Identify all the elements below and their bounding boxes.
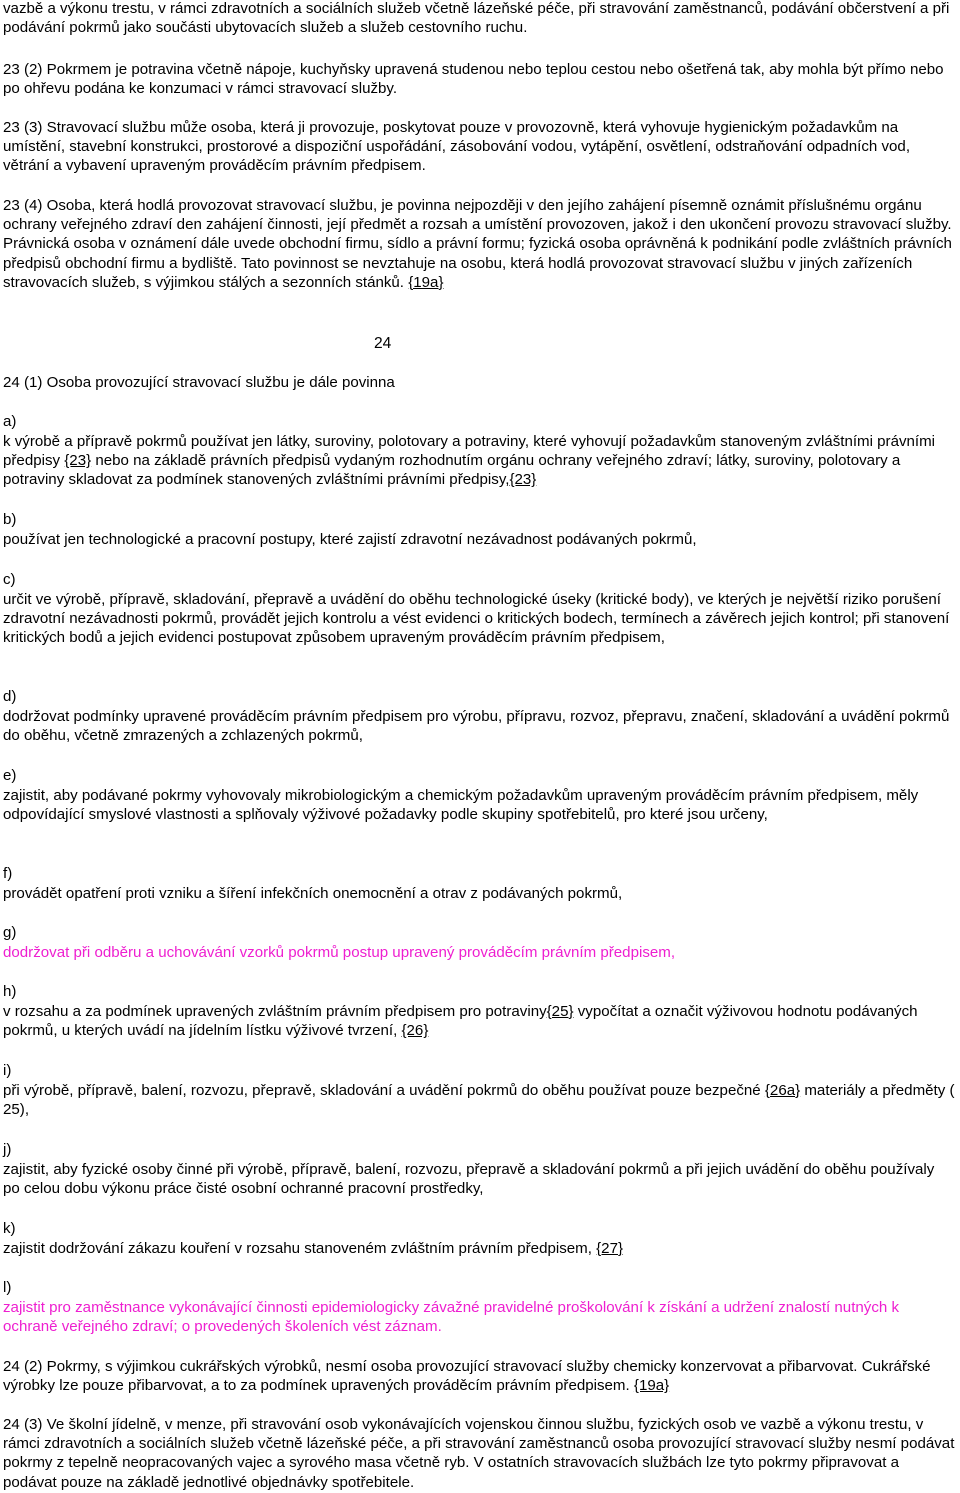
item-h-label: h): [3, 983, 17, 1000]
item-f-text: provádět opatření proti vzniku a šíření infekčních onemocnění a otrav z podávaných pokrmů,: [3, 885, 623, 902]
item-b-text: používat jen technologické a pracovní postupy, které zajistí zdravotní nezávadnost podávaných pokrmů,: [3, 531, 697, 548]
footnote-link-25[interactable]: {25}: [546, 1003, 574, 1020]
footnote-link-26[interactable]: {26}: [401, 1022, 429, 1040]
item-d-text: dodržovat podmínky upravené prováděcím právním předpisem pro výrobu, přípravu, rozvoz, přepravu, značení, skladování a uvádění pokrmů do oběhu, včetně zmrazených a zchlazených pokrmů,: [3, 708, 950, 745]
paragraph-24-3: 24 (3) Ve školní jídelně, v menze, při stravování osob vykonávajících vojenskou činnou službu, fyzických osob ve vazbě a výkonu trestu, v rámci zdravotních a sociálních služeb včetně lázeňské péče, a při stravování zaměstnanců osoba provozující stravovací služby nesmí podávat pokrmy z tepelně neopracovaných vajec a syrového masa včetně ryb. V ostatních stravovacích službách lze tyto pokrmy připravovat a podávat pouze na základě jednotlivé objednávky spotřebitele.: [3, 1416, 955, 1491]
item-j-text: zajistit, aby fyzické osoby činné při výrobě, přípravě, balení, rozvozu, přepravě a skladování pokrmů a při jejich uvádění do oběhu používaly po celou dobu výkonu práce čisté osobní ochranné pracovní prostředky,: [3, 1161, 935, 1198]
item-h-text-2: vypočítat a označit výživovou hodnotu podávaných pokrmů, u kterých uvádí na jídelním lístku výživové tvrzení,: [3, 1003, 918, 1040]
item-f-label: f): [3, 865, 13, 882]
item-d-label: d): [3, 688, 17, 705]
item-a-label: a): [3, 413, 17, 430]
item-e-text: zajistit, aby podávané pokrmy vyhovovaly mikrobiologickým a chemickým požadavkům upraveným prováděcím právním předpisem, měly odpovídající smyslové vlastnosti a splňovaly výživové požadavky podle skupiny spotřebitelů, pro které jsou určeny,: [3, 787, 919, 824]
item-h-text-1: v rozsahu a za podmínek upravených zvláštním právním předpisem pro potraviny: [3, 1003, 547, 1020]
item-l-label: l): [3, 1279, 12, 1296]
item-h-text: [3, 1002, 955, 1040]
item-c-text: určit ve výrobě, přípravě, skladování, přepravě a uvádění do oběhu technologické úseky (kritické body), ve kterých je největší riziko porušení zdravotní nezávadnosti pokrmů, provádět jejich kontrolu a vést evidenci o kritických bodech, termínech a závěrech jejich kontrol; při stanovení kritických bodů a jejich evidenci postupovat způsobem upraveným prováděcím právním předpisem,: [3, 591, 950, 647]
item-k-text-1: zajistit dodržování zákazu kouření v rozsahu stanoveném zvláštním právním předpisem,: [3, 1240, 592, 1257]
item-a-text: [3, 432, 955, 490]
paragraph-24-1: 24 (1) Osoba provozující stravovací službu je dále povinna: [3, 374, 395, 391]
item-l-text: zajistit pro zaměstnance vykonávající činnosti epidemiologicky závažné pravidelné proškolování k získání a udržení znalostí nutných k ochraně veřejného zdraví; o provedených školeních vést záznam.: [3, 1299, 900, 1336]
footnote-link-23[interactable]: {23}: [509, 471, 537, 489]
footnote-link-19a[interactable]: {19a}: [633, 1377, 670, 1395]
paragraph-23-3: 23 (3) Stravovací službu může osoba, která ji provozuje, poskytovat pouze v provozovně, která vyhovuje hygienickým požadavkům na umístění, stavební konstrukci, prostorové a dispoziční uspořádání, zásobování vodou, vytápění, osvětlení, odstraňování odpadních vod, větrání a vybavení upraveným prováděcím právním předpisem.: [3, 119, 911, 175]
item-a-text-2: nebo na základě právních předpisů vydaným rozhodnutím orgánu ochrany veřejného zdraví; látky, suroviny, polotovary a potraviny skladovat za podmínek stanovených zvláštními právními předpisy,: [3, 452, 901, 489]
item-k-text: [3, 1239, 955, 1258]
item-c-label: c): [3, 571, 16, 588]
item-i-text-1: při výrobě, přípravě, balení, rozvozu, přepravě, skladování a uvádění pokrmů do oběhu používat pouze bezpečné: [3, 1082, 761, 1099]
footnote-link-27[interactable]: {27}: [596, 1240, 624, 1257]
item-j-label: j): [3, 1141, 12, 1158]
paragraph-23-4-text: 23 (4) Osoba, která hodlá provozovat stravovací službu, je povinna nejpozději v den jejího zahájení písemně oznámit příslušnému orgánu ochrany veřejného zdraví den zahájení činnosti, její předmět a rozsah a umístění provozoven, jakož i den ukončení provozu stravovací služby. Právnická osoba v oznámení dále uvede obchodní firmu, sídlo a právní formu; fyzická osoba oprávněná k podnikání podle zvláštních právních předpisů obchodní firmu a bydliště. Tato povinnost se nevztahuje na osobu, která hodlá provozovat stravovací službu v jiných zařízeních stravovacích služeb, s výjimkou stálých a sezonních stánků.: [3, 197, 952, 291]
item-e-label: e): [3, 767, 17, 784]
footnote-link-26a[interactable]: {26a}: [764, 1082, 801, 1099]
paragraph-24-2: [3, 1357, 955, 1395]
paragraph-24-2-text: 24 (2) Pokrmy, s výjimkou cukrářských výrobků, nesmí osoba provozující stravovací služby chemicky konzervovat a přibarvovat. Cukrářské výrobky lze pouze přibarvovat, a to za podmínek upravených prováděcím právním předpisem.: [3, 1358, 931, 1395]
item-i-text: [3, 1081, 955, 1119]
item-i-label: i): [3, 1062, 12, 1079]
item-k-label: k): [3, 1220, 16, 1237]
footnote-link-23[interactable]: {23}: [64, 452, 92, 470]
item-a-text-1: k výrobě a přípravě pokrmů používat jen látky, suroviny, polotovary a potraviny, které vyhovují požadavkům stanoveným zvláštními právními předpisy: [3, 433, 936, 470]
footnote-link-19a[interactable]: {19a}: [408, 273, 444, 291]
item-g-label: g): [3, 924, 17, 941]
section-heading-24: 24: [374, 335, 392, 352]
item-i-text-2: materiály a předměty ( 25),: [3, 1082, 955, 1119]
paragraph-23-4: [3, 196, 955, 292]
item-b-label: b): [3, 511, 17, 528]
item-g-text: dodržovat při odběru a uchovávání vzorků pokrmů postup upravený prováděcím právním předpisem,: [3, 944, 676, 961]
paragraph-23-2: 23 (2) Pokrmem je potravina včetně nápoje, kuchyňsky upravená studenou nebo teplou cestou nebo ošetřená tak, aby mohla být přímo nebo po ohřevu podána ke konzumaci v rámci stravovací služby.: [3, 61, 944, 98]
paragraph-intro: vazbě a výkonu trestu, v rámci zdravotních a sociálních služeb včetně lázeňské péče, při stravování zaměstnanců, podávání občerstvení a při podávání pokrmů jako součásti ubytovacích služeb a služeb cestovního ruchu.: [3, 0, 950, 37]
